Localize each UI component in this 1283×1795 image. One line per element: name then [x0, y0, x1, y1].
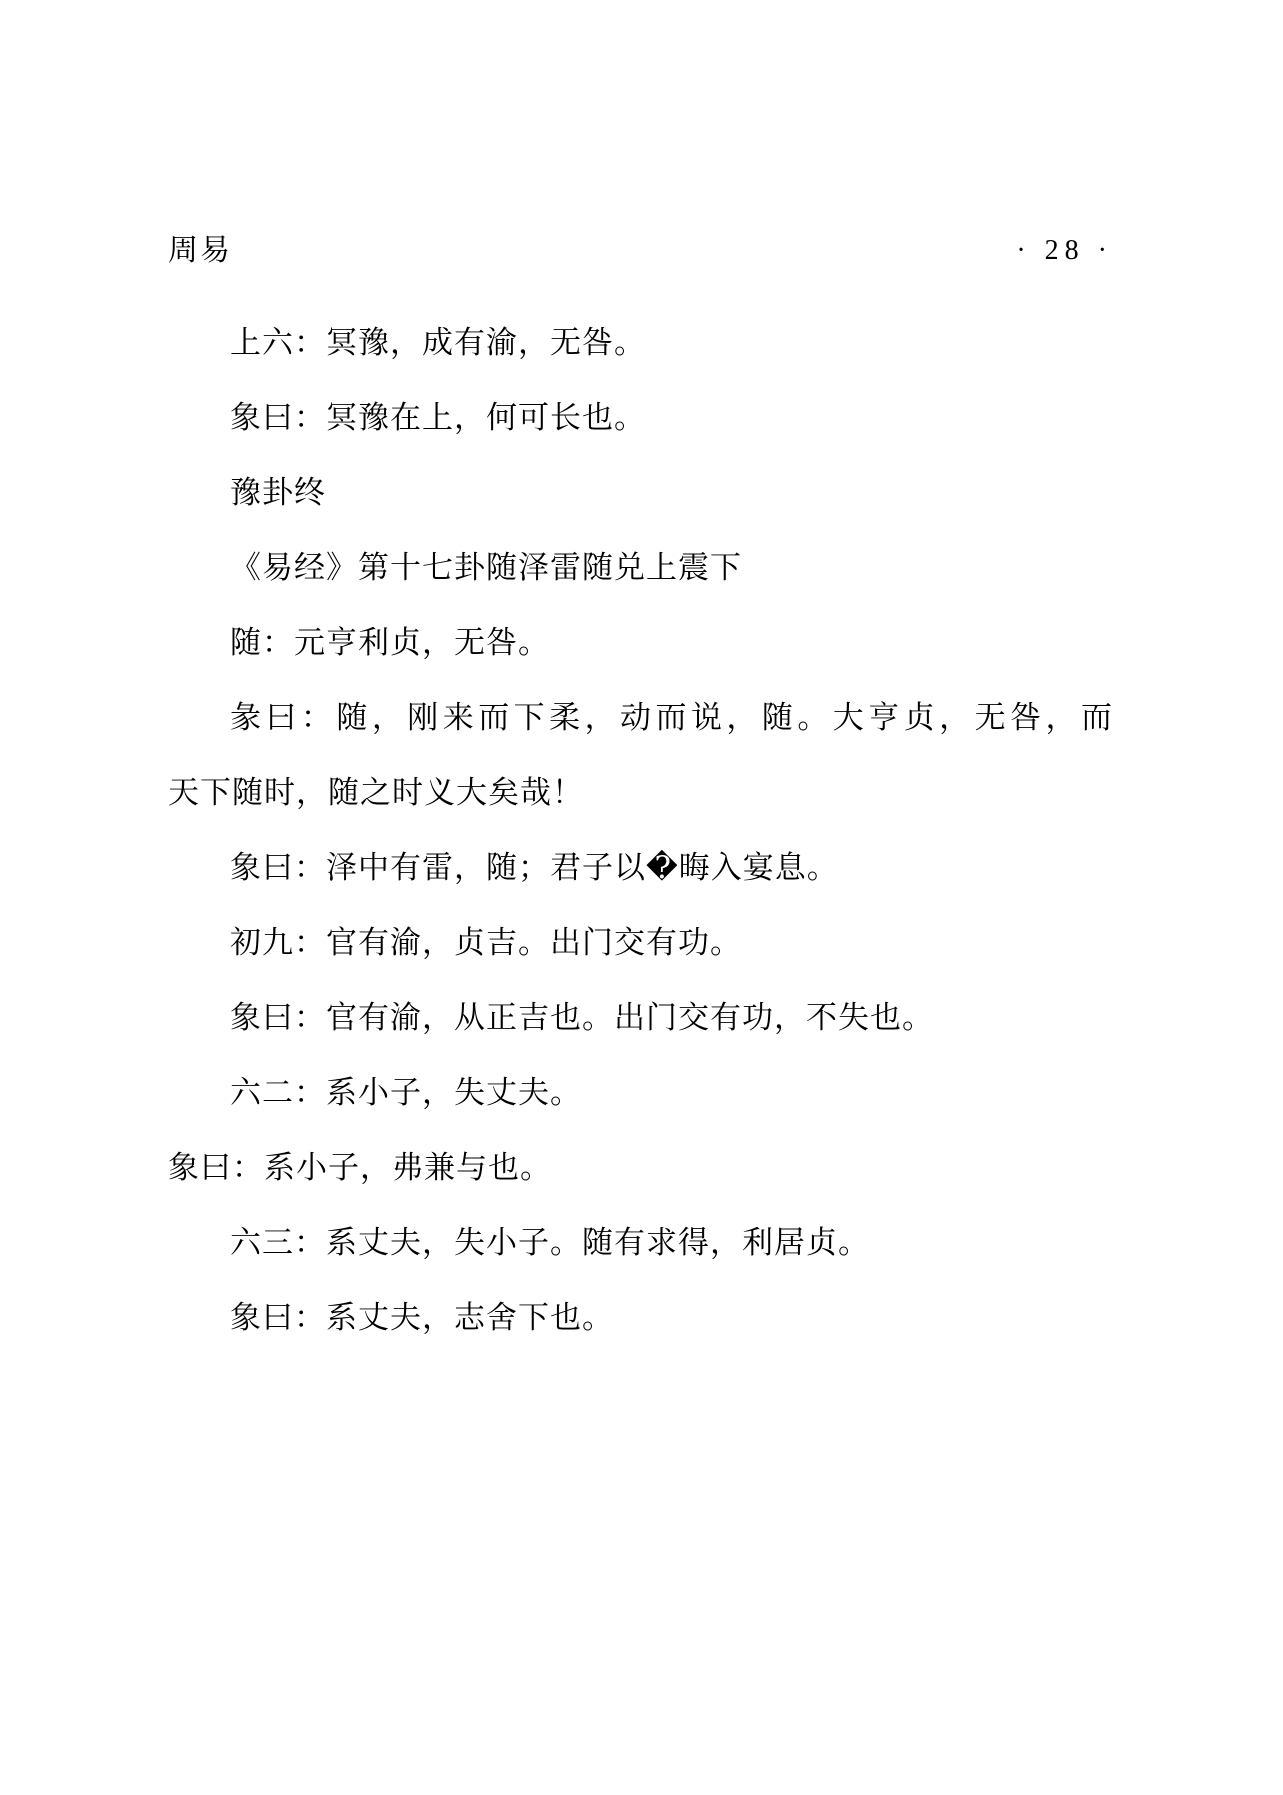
- text-line: 《易经》第十七卦随泽雷随兑上震下: [230, 550, 742, 585]
- text-line: 天下随时，随之时义大矣哉！: [168, 775, 584, 810]
- text-line: 象曰：官有渝，从正吉也。出门交有功，不失也。: [230, 1000, 934, 1035]
- text-line: 豫卦终: [230, 475, 326, 510]
- text-line: 象曰：泽中有雷，随；君子以�晦入宴息。: [230, 850, 839, 885]
- page-number: · 28 ·: [1016, 235, 1113, 266]
- book-title: 周易: [168, 234, 232, 267]
- text-line: 上六：冥豫，成有渝，无咎。: [230, 325, 646, 360]
- text-line: 彖曰：随，刚来而下柔，动而说，随。大亨贞，无咎，而: [230, 700, 1113, 735]
- document-body: [168, 305, 1113, 1355]
- text-line: 象曰：系小子，弗兼与也。: [168, 1150, 552, 1185]
- text-line: 随：元亨利贞，无咎。: [230, 625, 550, 660]
- text-line: 象曰：冥豫在上，何可长也。: [230, 400, 646, 435]
- text-line: 六二：系小子，失丈夫。: [230, 1075, 582, 1110]
- text-line: 六三：系丈夫，失小子。随有求得，利居贞。: [230, 1225, 870, 1260]
- page-header: [168, 230, 1113, 272]
- text-line: 初九：官有渝，贞吉。出门交有功。: [230, 925, 742, 960]
- text-line: 象曰：系丈夫，志舍下也。: [230, 1300, 614, 1335]
